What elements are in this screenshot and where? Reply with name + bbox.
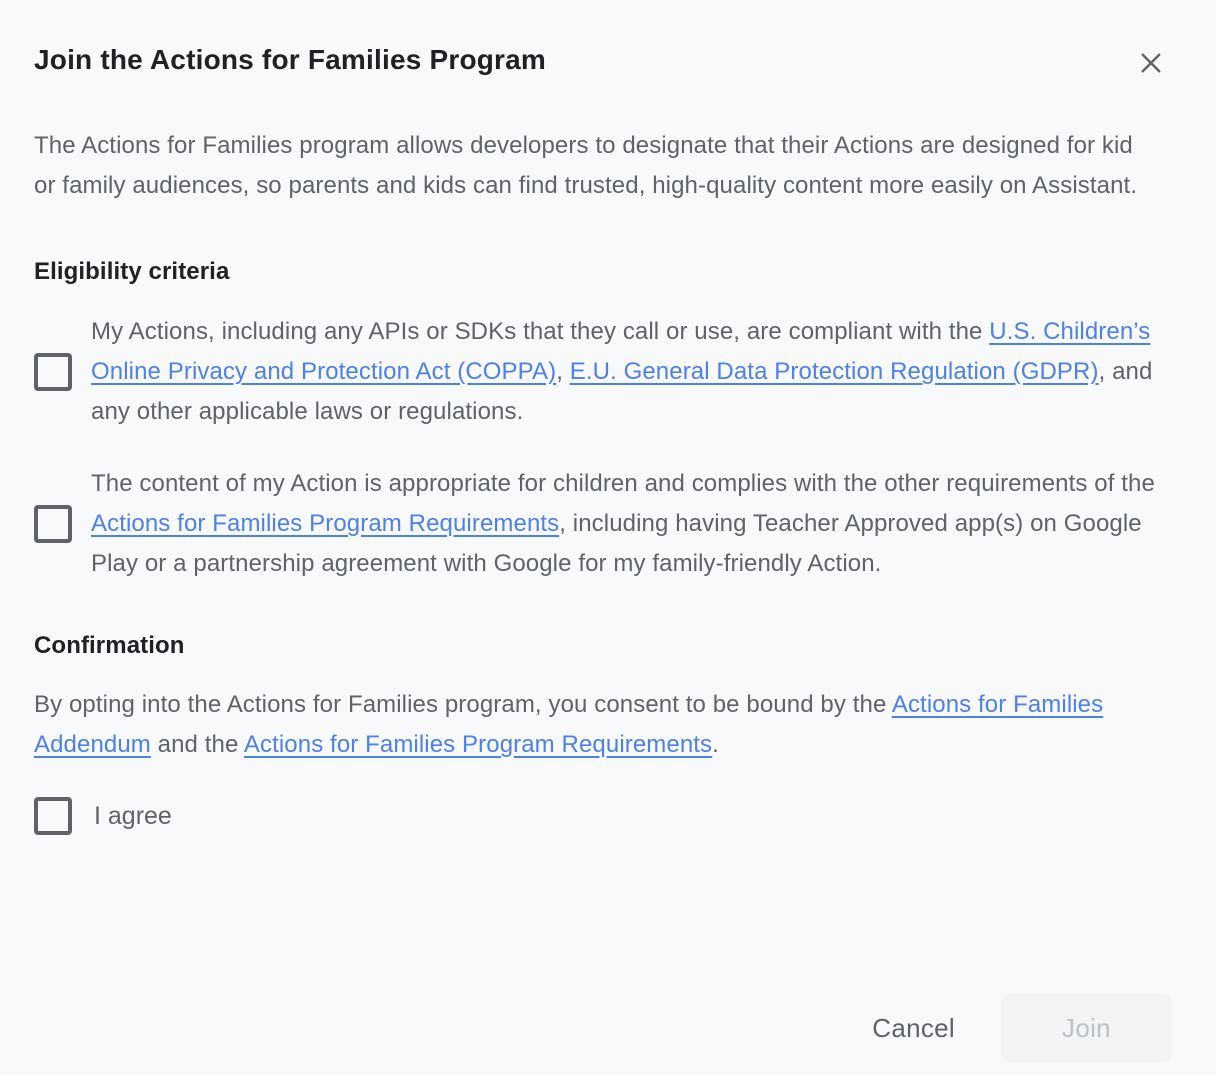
agree-checkbox[interactable] [34,797,72,835]
text-run: The content of my Action is appropriate for children and complies with the other requirements of the [91,470,1155,497]
text-link[interactable]: Actions for Families Program Requirements [243,731,713,758]
text-run: , and any other applicable laws or regulations. [91,358,1153,425]
text-link[interactable]: Actions for Families Program Requirements [91,510,560,537]
dialog-title: Join the Actions for Families Program [34,44,547,75]
cancel-button[interactable]: Cancel [848,999,979,1058]
join-button[interactable]: Join [1001,994,1172,1062]
dialog-footer [34,994,1182,1063]
close-icon [1134,68,1168,83]
text-run: By opting into the Actions for Families program, you consent to be bound by the [34,691,892,718]
eligibility-item-content [34,464,1182,584]
compliance-text [91,312,1182,432]
compliance-checkbox[interactable] [34,353,72,391]
text-run: , [556,358,570,385]
eligibility-item-compliance [34,312,1182,432]
text-run: My Actions, including any APIs or SDKs that they call or use, are compliant with the [91,318,990,345]
dialog-header [34,42,1182,82]
text-link[interactable]: U.S. Children’s Online Privacy and Protection Act (COPPA) [91,318,1151,385]
text-run: . [712,731,719,758]
close-button[interactable] [1132,44,1170,82]
confirmation-heading: Confirmation [34,632,185,659]
confirmation-paragraph [34,685,1169,765]
text-run: and the [150,731,244,758]
agree-label: I agree [94,801,172,830]
content-appropriate-text [91,464,1182,584]
text-link[interactable]: E.U. General Data Protection Regulation (GDPR) [569,358,1099,385]
agree-row [34,797,1182,835]
text-link[interactable]: Actions for Families Addendum [34,691,1104,758]
content-appropriate-checkbox[interactable] [34,505,72,543]
eligibility-heading: Eligibility criteria [34,258,230,285]
text-run: , including having Teacher Approved app(s) on Google Play or a partnership agreement with Google for my family-friendly Action. [91,510,1142,577]
intro-paragraph: The Actions for Families program allows developers to designate that their Actions are designed for kid or family audiences, so parents and kids can find trusted, high-quality content more easily on Assistant. [34,132,1138,199]
